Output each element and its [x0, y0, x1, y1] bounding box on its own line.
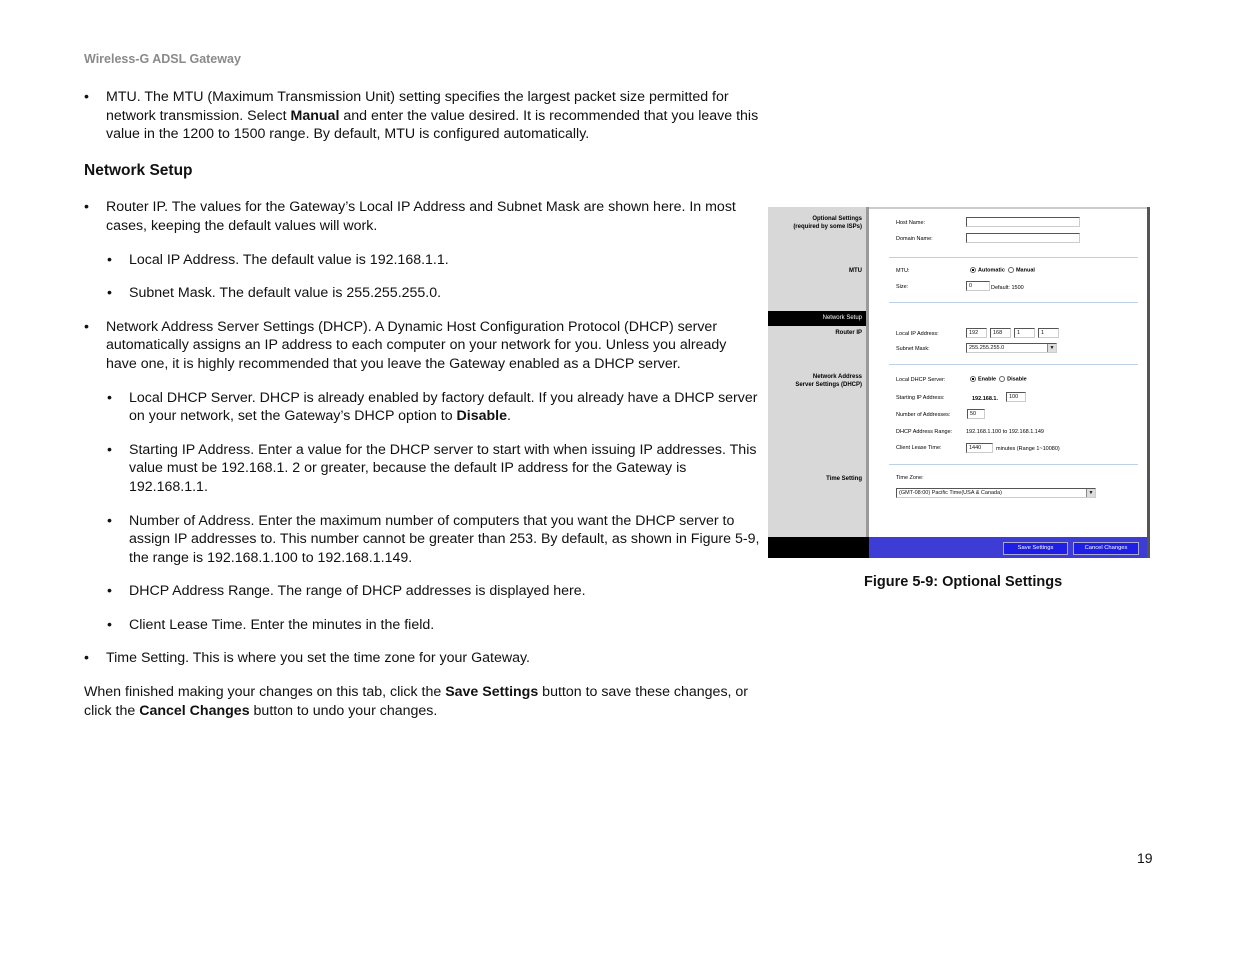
separator	[889, 364, 1138, 365]
cancel-changes-button[interactable]: Cancel Changes	[1073, 542, 1139, 555]
nass-label-1: Network Address	[812, 374, 862, 380]
section-mtu: MTU	[849, 268, 862, 274]
time-zone-label: Time Zone:	[896, 475, 924, 481]
ip-octet-2-input[interactable]: 168	[990, 328, 1011, 338]
optional-settings-label: Optional Settings	[812, 216, 862, 222]
bullet-number-of-address: • Number of Address. Enter the maximum number of computers that you want the DHCP server to assign IP addresses to. This number cannot be greater than 253. By default, as shown in Figure 5-9, the range is 192.168.1.100 to 192.168.1.149.	[84, 512, 760, 568]
separator	[889, 302, 1138, 303]
finish-text: When finished making your changes on this tab, click the	[84, 684, 446, 701]
finish-paragraph	[84, 683, 760, 720]
figure-caption: Figure 5-9: Optional Settings	[864, 574, 1063, 590]
local-dhcp-server-label: Local DHCP Server:	[896, 377, 946, 383]
bullet-mtu	[84, 88, 760, 144]
bullet-dhcp: • Network Address Server Settings (DHCP). A Dynamic Host Configuration Protocol (DHCP) server automatically assigns an IP address to each computer on your network for you. Unless you already have one, it is highly recommended that you leave the Gateway enabled as a DHCP server.	[84, 318, 760, 374]
enable-label: Enable	[978, 376, 997, 383]
local-dhcp-text: Local DHCP Server. DHCP is already enabled by factory default. If you already have a DHCP server on your network, set the Gateway’s DHCP option to	[129, 389, 758, 425]
save-settings-button[interactable]: Save Settings	[1003, 542, 1068, 555]
subnet-mask-label: Subnet Mask:	[896, 346, 930, 352]
dhcp-radio-group	[970, 376, 1027, 382]
bullet-time-setting: • Time Setting. This is where you set the time zone for your Gateway.	[84, 649, 760, 668]
num-addresses-input[interactable]: 50	[967, 409, 985, 419]
time-zone-select[interactable]	[896, 488, 1096, 498]
mtu-radio-group	[970, 267, 1035, 273]
required-isps-label: (required by some ISPs)	[793, 224, 862, 230]
domain-name-label: Domain Name:	[896, 236, 933, 242]
mtu-size-input[interactable]: 0	[966, 281, 990, 291]
mtu-label: MTU:	[896, 268, 910, 274]
local-dhcp-end: .	[507, 408, 511, 425]
default-1500-text: Default: 1500	[991, 285, 1024, 291]
figure-top-border	[869, 207, 1147, 209]
tab-network-setup[interactable]: Network Setup	[768, 311, 866, 326]
save-settings-bold: Save Settings	[445, 684, 539, 701]
mtu-text-end: and enter the value desired. It is recommended that you leave this value in the 1200 to 1500 range. By default, MTU is configured automatically.	[106, 107, 759, 143]
ip-octet-4-input[interactable]: 1	[1038, 328, 1059, 338]
bullet-dhcp-range: • DHCP Address Range. The range of DHCP addresses is displayed here.	[84, 582, 760, 601]
ip-octet-3-input[interactable]: 1	[1014, 328, 1035, 338]
running-header: Wireless-G ADSL Gateway	[84, 52, 241, 66]
network-setup-heading: Network Setup	[84, 161, 193, 179]
figure-left-panel	[768, 207, 866, 537]
num-addresses-label: Number of Addresses:	[896, 412, 951, 418]
separator	[889, 257, 1138, 258]
disable-bold: Disable	[456, 408, 508, 425]
bullet-subnet-mask: • Subnet Mask. The default value is 255.255.255.0.	[84, 284, 760, 303]
lease-range-text: minutes (Range 1~10080)	[996, 446, 1060, 452]
automatic-label: Automatic	[978, 267, 1005, 274]
cancel-changes-bold: Cancel Changes	[139, 702, 250, 719]
chevron-down-icon[interactable]: ▼	[1086, 489, 1095, 497]
page-number: 19	[1137, 850, 1153, 866]
separator	[889, 464, 1138, 465]
lease-time-label: Client Lease Time:	[896, 445, 942, 451]
dhcp-disable-radio[interactable]	[999, 376, 1005, 382]
bullet-client-lease: • Client Lease Time. Enter the minutes in the field.	[84, 616, 760, 635]
dhcp-range-label: DHCP Address Range:	[896, 429, 953, 435]
subnet-mask-select[interactable]	[966, 343, 1057, 353]
starting-ip-input[interactable]: 100	[1006, 392, 1026, 402]
subnet-mask-value: 255.255.255.0	[969, 345, 1005, 351]
section-dhcp	[795, 373, 862, 389]
host-name-input[interactable]	[966, 217, 1080, 227]
section-optional-settings	[793, 215, 862, 231]
manual-label: Manual	[1015, 267, 1035, 274]
host-name-label: Host Name:	[896, 220, 926, 226]
mtu-manual-bold: Manual	[290, 107, 340, 124]
figure-footer-left	[768, 537, 869, 558]
finish-text-mid: button to save these changes, or click the	[84, 684, 749, 719]
chevron-down-icon[interactable]: ▼	[1047, 344, 1056, 352]
dhcp-enable-radio[interactable]	[970, 376, 976, 382]
figure-left-divider	[866, 207, 869, 537]
section-time-setting: Time Setting	[826, 476, 862, 482]
mtu-manual-radio[interactable]	[1008, 267, 1014, 273]
optional-settings-screenshot	[768, 207, 1150, 558]
body-text	[84, 88, 760, 720]
time-zone-value: (GMT-08:00) Pacific Time(USA & Canada)	[899, 490, 1003, 496]
finish-text-end: button to undo your changes.	[249, 702, 438, 719]
mtu-automatic-radio[interactable]	[970, 267, 976, 273]
bullet-local-dhcp	[84, 389, 760, 426]
section-router-ip: Router IP	[835, 330, 862, 336]
starting-ip-label: Starting IP Address:	[896, 395, 945, 401]
nass-label-2: Server Settings (DHCP)	[795, 382, 862, 388]
bullet-router-ip: • Router IP. The values for the Gateway’s Local IP Address and Subnet Mask are shown here. In most cases, keeping the default values will work.	[84, 198, 760, 235]
size-label: Size:	[896, 284, 909, 290]
dhcp-range-value: 192.168.1.100 to 192.168.1.149	[966, 429, 1044, 435]
lease-time-input[interactable]: 1440	[966, 443, 993, 453]
mtu-text: MTU. The MTU (Maximum Transmission Unit) setting specifies the largest packet size permitted for network transmission. Select	[106, 89, 729, 124]
disable-label: Disable	[1007, 376, 1027, 383]
bullet-starting-ip: • Starting IP Address. Enter a value for the DHCP server to start with when issuing IP addresses. This value must be 192.168.1. 2 or greater, because the default IP address for the Gateway is 192.168.1.1.	[84, 441, 760, 497]
figure-right-border	[1147, 207, 1150, 558]
starting-ip-prefix: 192.168.1.	[972, 396, 998, 402]
local-ip-label: Local IP Address:	[896, 331, 939, 337]
bullet-local-ip: • Local IP Address. The default value is 192.168.1.1.	[84, 251, 760, 270]
ip-octet-1-input[interactable]: 192	[966, 328, 987, 338]
domain-name-input[interactable]	[966, 233, 1080, 243]
